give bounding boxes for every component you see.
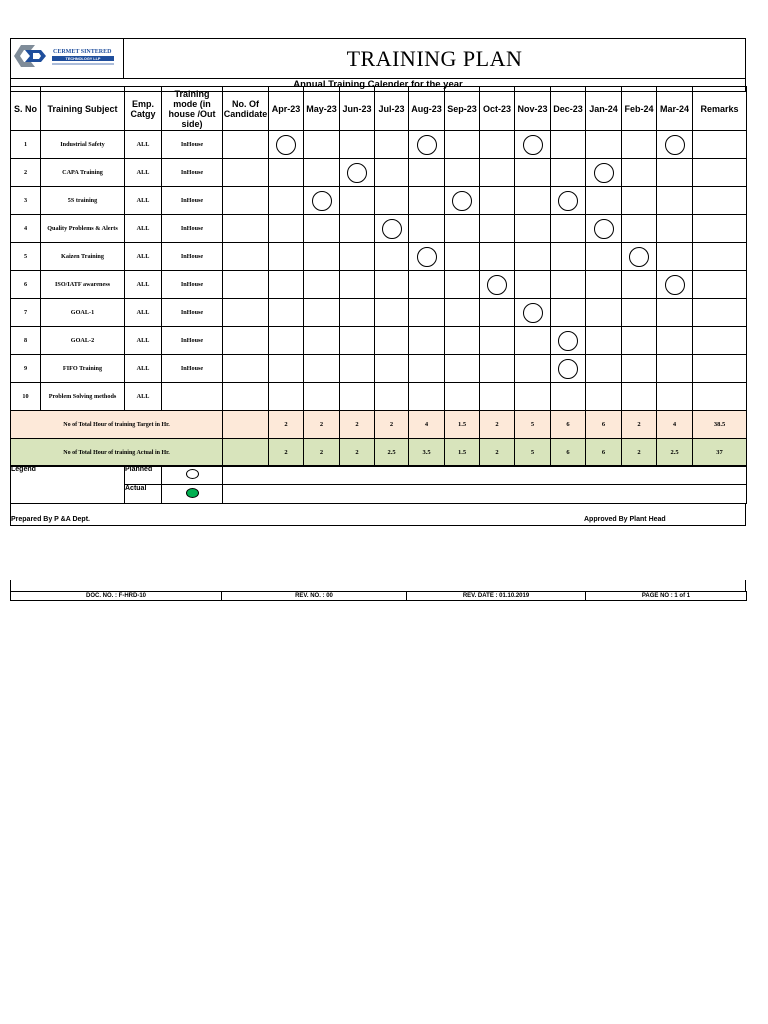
- month-cell: [657, 215, 693, 243]
- actual-candidate-cell: [223, 439, 269, 467]
- month-cell: [515, 383, 551, 411]
- month-cell: [551, 243, 586, 271]
- col-month: Feb-24: [622, 87, 657, 131]
- col-emp: Emp. Catgy: [125, 87, 162, 131]
- row-sno: 5: [11, 243, 41, 271]
- month-cell: [375, 271, 409, 299]
- target-hours-cell: 2: [375, 411, 409, 439]
- grid-header-row: [11, 87, 747, 131]
- planned-circle-icon: [594, 163, 614, 183]
- row-candidate: [223, 131, 269, 159]
- month-cell: [622, 243, 657, 271]
- month-cell: [304, 159, 340, 187]
- col-sno: S. No: [11, 87, 41, 131]
- month-cell: [515, 215, 551, 243]
- month-cell: [551, 215, 586, 243]
- month-cell: [269, 299, 304, 327]
- target-hours-cell: 1.5: [445, 411, 480, 439]
- month-cell: [340, 299, 375, 327]
- actual-hours-cell: 2: [269, 439, 304, 467]
- training-grid: [10, 86, 747, 467]
- row-sno: 8: [11, 327, 41, 355]
- actual-hours-cell: 6: [551, 439, 586, 467]
- row-candidate: [223, 299, 269, 327]
- training-row: [11, 383, 747, 411]
- row-emp-category: ALL: [125, 355, 162, 383]
- month-cell: [375, 215, 409, 243]
- col-month: Apr-23: [269, 87, 304, 131]
- row-candidate: [223, 383, 269, 411]
- month-cell: [304, 243, 340, 271]
- month-cell: [480, 187, 515, 215]
- row-mode: InHouse: [162, 187, 223, 215]
- row-emp-category: ALL: [125, 327, 162, 355]
- month-cell: [515, 243, 551, 271]
- row-mode: InHouse: [162, 215, 223, 243]
- row-subject: Kaizen Training: [41, 243, 125, 271]
- col-mode: Training mode (in house /Out side): [162, 87, 223, 131]
- row-subject: ISO/IATF awareness: [41, 271, 125, 299]
- month-cell: [304, 215, 340, 243]
- col-month: Jul-23: [375, 87, 409, 131]
- month-cell: [657, 243, 693, 271]
- month-cell: [409, 271, 445, 299]
- row-emp-category: ALL: [125, 159, 162, 187]
- row-sno: 4: [11, 215, 41, 243]
- row-subject: GOAL-2: [41, 327, 125, 355]
- row-mode: InHouse: [162, 355, 223, 383]
- actual-filled-circle-icon: [186, 488, 199, 498]
- month-cell: [622, 271, 657, 299]
- month-cell: [445, 355, 480, 383]
- month-cell: [657, 299, 693, 327]
- month-cell: [515, 299, 551, 327]
- planned-circle-icon: [276, 135, 296, 155]
- month-cell: [480, 327, 515, 355]
- month-cell: [375, 187, 409, 215]
- actual-hours-total: 37: [693, 439, 747, 467]
- page-subtitle: Annual Training Calender for the year: [11, 79, 746, 92]
- row-emp-category: ALL: [125, 299, 162, 327]
- actual-hours-cell: 3.5: [409, 439, 445, 467]
- planned-circle-icon: [558, 191, 578, 211]
- row-remarks: [693, 215, 747, 243]
- row-candidate: [223, 159, 269, 187]
- month-cell: [269, 243, 304, 271]
- row-sno: 6: [11, 271, 41, 299]
- row-candidate: [223, 187, 269, 215]
- month-cell: [445, 215, 480, 243]
- actual-hours-cell: 2: [622, 439, 657, 467]
- row-remarks: [693, 159, 747, 187]
- month-cell: [409, 327, 445, 355]
- row-candidate: [223, 215, 269, 243]
- month-cell: [340, 327, 375, 355]
- legend-planned-swatch: [162, 466, 223, 485]
- row-candidate: [223, 355, 269, 383]
- col-month: Nov-23: [515, 87, 551, 131]
- rev-number: REV. NO. : 00: [222, 592, 407, 601]
- training-row: [11, 355, 747, 383]
- approved-by: Approved By Plant Head: [584, 516, 666, 523]
- month-cell: [375, 243, 409, 271]
- legend-actual-label: Actual: [125, 485, 162, 504]
- col-month: May-23: [304, 87, 340, 131]
- month-cell: [586, 215, 622, 243]
- planned-circle-icon: [312, 191, 332, 211]
- month-cell: [622, 327, 657, 355]
- doc-control-table: [10, 591, 747, 601]
- month-cell: [586, 355, 622, 383]
- row-subject: Industrial Safety: [41, 131, 125, 159]
- month-cell: [551, 131, 586, 159]
- actual-hours-cell: 5: [515, 439, 551, 467]
- training-row: [11, 243, 747, 271]
- month-cell: [551, 159, 586, 187]
- training-row: [11, 327, 747, 355]
- col-month: Jan-24: [586, 87, 622, 131]
- month-cell: [551, 299, 586, 327]
- month-cell: [409, 187, 445, 215]
- month-cell: [657, 383, 693, 411]
- month-cell: [445, 299, 480, 327]
- month-cell: [340, 271, 375, 299]
- target-hours-cell: 2: [304, 411, 340, 439]
- row-emp-category: ALL: [125, 215, 162, 243]
- month-cell: [304, 383, 340, 411]
- row-remarks: [693, 299, 747, 327]
- month-cell: [480, 215, 515, 243]
- legend-label: Legend: [11, 466, 125, 504]
- planned-circle-icon: [558, 331, 578, 351]
- target-hours-cell: 2: [340, 411, 375, 439]
- month-cell: [375, 327, 409, 355]
- legend-actual-swatch: [162, 485, 223, 504]
- row-sno: 9: [11, 355, 41, 383]
- grid-body: [11, 131, 747, 411]
- row-mode: InHouse: [162, 131, 223, 159]
- row-emp-category: ALL: [125, 243, 162, 271]
- legend-table: [10, 465, 747, 504]
- month-cell: [269, 215, 304, 243]
- row-subject: Problem Solving methods: [41, 383, 125, 411]
- page-title: TRAINING PLAN: [124, 39, 746, 79]
- planned-circle-icon: [186, 469, 199, 479]
- row-mode: [162, 383, 223, 411]
- month-cell: [304, 271, 340, 299]
- target-hours-label: No of Total Hour of training Target in Hr.: [11, 411, 223, 439]
- planned-circle-icon: [665, 135, 685, 155]
- row-subject: Quality Problems & Alerts: [41, 215, 125, 243]
- month-cell: [551, 383, 586, 411]
- actual-hours-cell: 1.5: [445, 439, 480, 467]
- row-remarks: [693, 383, 747, 411]
- month-cell: [480, 383, 515, 411]
- month-cell: [340, 131, 375, 159]
- doc-number: DOC. NO. : F-HRD-10: [11, 592, 222, 601]
- month-cell: [269, 383, 304, 411]
- row-remarks: [693, 243, 747, 271]
- target-hours-cell: 2: [622, 411, 657, 439]
- month-cell: [409, 243, 445, 271]
- month-cell: [409, 299, 445, 327]
- month-cell: [340, 159, 375, 187]
- row-emp-category: ALL: [125, 383, 162, 411]
- month-cell: [269, 355, 304, 383]
- training-row: [11, 131, 747, 159]
- planned-circle-icon: [629, 247, 649, 267]
- target-hours-cell: 6: [551, 411, 586, 439]
- month-cell: [304, 355, 340, 383]
- rev-date: REV. DATE : 01.10.2019: [407, 592, 586, 601]
- company-logo: [11, 39, 121, 73]
- month-cell: [586, 299, 622, 327]
- month-cell: [445, 271, 480, 299]
- target-hours-cell: 4: [657, 411, 693, 439]
- month-cell: [515, 187, 551, 215]
- month-cell: [269, 271, 304, 299]
- month-cell: [409, 383, 445, 411]
- row-candidate: [223, 327, 269, 355]
- company-subname: TECHNOLOGY LLP: [65, 57, 101, 62]
- month-cell: [375, 131, 409, 159]
- row-remarks: [693, 187, 747, 215]
- month-cell: [515, 271, 551, 299]
- actual-hours-cell: 2.5: [657, 439, 693, 467]
- month-cell: [551, 355, 586, 383]
- row-emp-category: ALL: [125, 187, 162, 215]
- month-cell: [480, 243, 515, 271]
- row-mode: InHouse: [162, 327, 223, 355]
- actual-hours-cell: 6: [586, 439, 622, 467]
- planned-circle-icon: [558, 359, 578, 379]
- row-subject: 5S training: [41, 187, 125, 215]
- legend-blank: [223, 466, 747, 485]
- col-month: Sep-23: [445, 87, 480, 131]
- row-sno: 2: [11, 159, 41, 187]
- month-cell: [375, 299, 409, 327]
- month-cell: [480, 299, 515, 327]
- row-candidate: [223, 271, 269, 299]
- col-month: Oct-23: [480, 87, 515, 131]
- target-hours-row: [11, 411, 747, 439]
- row-sno: 10: [11, 383, 41, 411]
- month-cell: [304, 131, 340, 159]
- planned-circle-icon: [594, 219, 614, 239]
- planned-circle-icon: [665, 275, 685, 295]
- target-hours-cell: 4: [409, 411, 445, 439]
- row-subject: FIFO Training: [41, 355, 125, 383]
- month-cell: [586, 271, 622, 299]
- month-cell: [586, 131, 622, 159]
- month-cell: [515, 131, 551, 159]
- month-cell: [586, 243, 622, 271]
- month-cell: [340, 243, 375, 271]
- row-emp-category: ALL: [125, 271, 162, 299]
- target-hours-cell: 2: [480, 411, 515, 439]
- training-row: [11, 271, 747, 299]
- month-cell: [340, 187, 375, 215]
- target-hours-cell: 2: [269, 411, 304, 439]
- planned-circle-icon: [417, 247, 437, 267]
- month-cell: [304, 187, 340, 215]
- actual-hours-cell: 2: [340, 439, 375, 467]
- month-cell: [622, 355, 657, 383]
- prepared-by: Prepared By P &A Dept.: [11, 516, 90, 523]
- month-cell: [657, 159, 693, 187]
- row-subject: GOAL-1: [41, 299, 125, 327]
- month-cell: [657, 327, 693, 355]
- month-cell: [445, 243, 480, 271]
- target-hours-total: 38.5: [693, 411, 747, 439]
- totals-body: [11, 411, 747, 467]
- row-remarks: [693, 327, 747, 355]
- training-row: [11, 187, 747, 215]
- month-cell: [622, 299, 657, 327]
- month-cell: [586, 327, 622, 355]
- month-cell: [586, 159, 622, 187]
- planned-circle-icon: [382, 219, 402, 239]
- legend-blank: [223, 485, 747, 504]
- month-cell: [340, 383, 375, 411]
- month-cell: [657, 271, 693, 299]
- row-remarks: [693, 131, 747, 159]
- row-mode: InHouse: [162, 159, 223, 187]
- month-cell: [622, 187, 657, 215]
- month-cell: [409, 355, 445, 383]
- month-cell: [304, 327, 340, 355]
- planned-circle-icon: [452, 191, 472, 211]
- actual-hours-cell: 2.5: [375, 439, 409, 467]
- training-row: [11, 159, 747, 187]
- month-cell: [657, 187, 693, 215]
- row-candidate: [223, 243, 269, 271]
- month-cell: [269, 187, 304, 215]
- month-cell: [515, 159, 551, 187]
- month-cell: [551, 271, 586, 299]
- month-cell: [622, 215, 657, 243]
- month-cell: [515, 327, 551, 355]
- planned-circle-icon: [523, 135, 543, 155]
- page-number: PAGE NO : 1 of 1: [586, 592, 747, 601]
- actual-hours-cell: 2: [304, 439, 340, 467]
- col-month: Jun-23: [340, 87, 375, 131]
- actual-hours-row: [11, 439, 747, 467]
- target-hours-cell: 5: [515, 411, 551, 439]
- legend-planned-label: Planned: [125, 466, 162, 485]
- company-logo-cell: [11, 39, 124, 79]
- month-cell: [340, 355, 375, 383]
- month-cell: [622, 159, 657, 187]
- month-cell: [480, 271, 515, 299]
- document-footer: [10, 580, 746, 600]
- target-candidate-cell: [223, 411, 269, 439]
- month-cell: [515, 355, 551, 383]
- row-remarks: [693, 355, 747, 383]
- month-cell: [480, 159, 515, 187]
- month-cell: [269, 327, 304, 355]
- target-hours-cell: 6: [586, 411, 622, 439]
- row-emp-category: ALL: [125, 131, 162, 159]
- month-cell: [340, 215, 375, 243]
- month-cell: [269, 159, 304, 187]
- row-mode: InHouse: [162, 243, 223, 271]
- actual-hours-cell: 2: [480, 439, 515, 467]
- row-sno: 7: [11, 299, 41, 327]
- month-cell: [375, 355, 409, 383]
- training-row: [11, 299, 747, 327]
- month-cell: [375, 383, 409, 411]
- actual-hours-label: No of Total Hour of training Actual in Hr.: [11, 439, 223, 467]
- month-cell: [445, 159, 480, 187]
- month-cell: [586, 187, 622, 215]
- month-cell: [551, 187, 586, 215]
- col-month: Mar-24: [657, 87, 693, 131]
- month-cell: [657, 355, 693, 383]
- month-cell: [409, 215, 445, 243]
- col-month: Aug-23: [409, 87, 445, 131]
- row-mode: InHouse: [162, 299, 223, 327]
- month-cell: [445, 187, 480, 215]
- month-cell: [269, 131, 304, 159]
- planned-circle-icon: [487, 275, 507, 295]
- month-cell: [445, 131, 480, 159]
- row-sno: 3: [11, 187, 41, 215]
- col-subject: Training Subject: [41, 87, 125, 131]
- row-mode: InHouse: [162, 271, 223, 299]
- month-cell: [445, 383, 480, 411]
- month-cell: [480, 131, 515, 159]
- col-candidate: No. Of Candidate: [223, 87, 269, 131]
- month-cell: [445, 327, 480, 355]
- row-subject: CAPA Training: [41, 159, 125, 187]
- col-month: Dec-23: [551, 87, 586, 131]
- month-cell: [409, 159, 445, 187]
- training-row: [11, 215, 747, 243]
- month-cell: [409, 131, 445, 159]
- month-cell: [375, 159, 409, 187]
- header-table: [10, 38, 746, 92]
- month-cell: [622, 131, 657, 159]
- month-cell: [551, 327, 586, 355]
- planned-circle-icon: [417, 135, 437, 155]
- month-cell: [657, 131, 693, 159]
- signoff-row: [10, 503, 746, 526]
- row-remarks: [693, 271, 747, 299]
- month-cell: [622, 383, 657, 411]
- month-cell: [586, 383, 622, 411]
- month-cell: [480, 355, 515, 383]
- month-cell: [304, 299, 340, 327]
- company-name: CERMET SINTERED: [53, 49, 112, 55]
- planned-circle-icon: [523, 303, 543, 323]
- row-sno: 1: [11, 131, 41, 159]
- col-remarks: Remarks: [693, 87, 747, 131]
- planned-circle-icon: [347, 163, 367, 183]
